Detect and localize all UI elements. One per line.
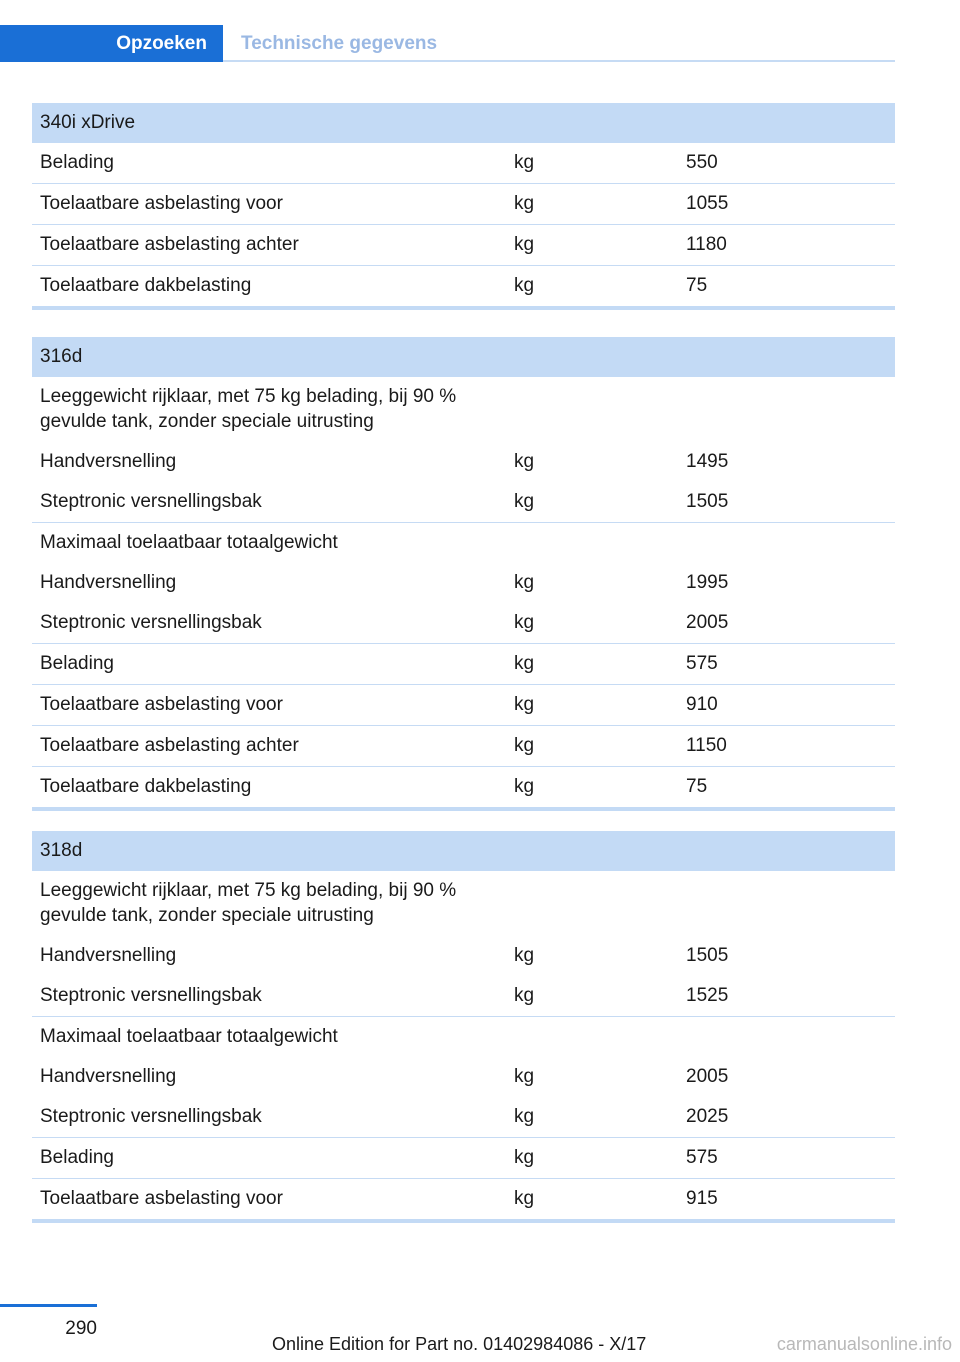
row-value: 1505: [686, 945, 729, 966]
row-label: Steptronic versnellingsbak: [40, 985, 262, 1006]
row-value: 915: [686, 1188, 718, 1209]
row-unit: kg: [514, 735, 535, 756]
row-unit: kg: [514, 451, 535, 472]
row-label: Handversnelling: [40, 451, 177, 472]
table-row: [32, 377, 895, 442]
table-row: [32, 871, 895, 936]
row-unit: kg: [514, 234, 535, 255]
table-row: [32, 266, 895, 306]
tab-technische-gegevens[interactable]: Technische gegevens: [241, 32, 438, 54]
row-label: Steptronic versnellingsbak: [40, 1106, 262, 1127]
row-value: [678, 384, 895, 434]
row-label: Leeggewicht rijklaar, met 75 kg belading, bij 90 % gevulde tank, zonder speciale uitrusting: [40, 386, 457, 432]
spec-table: [32, 337, 895, 811]
table-row: [32, 225, 895, 266]
row-value: 1180: [686, 234, 727, 255]
table-row: [32, 563, 895, 603]
table-row: [32, 1057, 895, 1097]
table-row: [32, 976, 895, 1017]
row-unit: kg: [514, 152, 535, 173]
row-value: 2025: [686, 1106, 729, 1127]
row-label: Toelaatbare asbelasting voor: [40, 694, 283, 715]
row-label: Maximaal toelaatbaar totaalgewicht: [40, 1026, 338, 1047]
row-label: Toelaatbare asbelasting achter: [40, 735, 299, 756]
table-row: [32, 1017, 895, 1057]
row-value: 550: [686, 152, 718, 173]
row-value: 2005: [686, 1066, 729, 1087]
row-unit: kg: [514, 1066, 535, 1087]
row-unit: kg: [514, 491, 535, 512]
table-bottom-rule: [32, 1219, 895, 1223]
page-number-rule: [0, 1304, 97, 1307]
row-value: 575: [686, 653, 718, 674]
row-value: [678, 1024, 895, 1049]
row-label: Handversnelling: [40, 572, 177, 593]
table-row: [32, 143, 895, 184]
table-row: [32, 482, 895, 523]
row-unit: [506, 384, 678, 434]
row-label: Toelaatbare asbelasting achter: [40, 234, 299, 255]
table-row: [32, 184, 895, 225]
row-label: Leeggewicht rijklaar, met 75 kg belading, bij 90 % gevulde tank, zonder speciale uitrusting: [40, 880, 457, 926]
row-unit: kg: [514, 1147, 535, 1168]
table-row: [32, 442, 895, 482]
row-value: 75: [686, 776, 708, 797]
row-label: Handversnelling: [40, 1066, 177, 1087]
row-value: [678, 530, 895, 555]
row-label: Belading: [40, 653, 114, 674]
row-label: Toelaatbare dakbelasting: [40, 776, 252, 797]
row-unit: kg: [514, 1188, 535, 1209]
tab-opzoeken[interactable]: Opzoeken: [0, 25, 223, 62]
row-label: Toelaatbare asbelasting voor: [40, 193, 283, 214]
watermark: carmanualsonline.info: [776, 1334, 952, 1354]
table-title: 318d: [32, 831, 895, 871]
row-label: Steptronic versnellingsbak: [40, 612, 262, 633]
row-unit: [506, 530, 678, 555]
header-rule: [223, 60, 895, 62]
table-row: [32, 726, 895, 767]
table-row: [32, 644, 895, 685]
row-label: Belading: [40, 1147, 114, 1168]
table-row: [32, 936, 895, 976]
table-row: [32, 1138, 895, 1179]
row-unit: kg: [514, 694, 535, 715]
row-unit: kg: [514, 193, 535, 214]
row-value: 1505: [686, 491, 729, 512]
row-value: [678, 878, 895, 928]
row-unit: kg: [514, 985, 535, 1006]
spec-table: [32, 103, 895, 310]
row-label: Handversnelling: [40, 945, 177, 966]
table-row: [32, 1179, 895, 1219]
page-header: [0, 25, 895, 62]
row-label: Belading: [40, 152, 114, 173]
table-bottom-rule: [32, 807, 895, 811]
edition-text: Online Edition for Part no. 01402984086 - X/17: [272, 1334, 647, 1354]
row-label: Toelaatbare dakbelasting: [40, 275, 252, 296]
row-label: Toelaatbare asbelasting voor: [40, 1188, 283, 1209]
table-title: 340i xDrive: [32, 103, 895, 143]
row-unit: kg: [514, 572, 535, 593]
table-row: [32, 1097, 895, 1138]
row-unit: [506, 1024, 678, 1049]
row-unit: kg: [514, 275, 535, 296]
row-label: Maximaal toelaatbaar totaalgewicht: [40, 532, 338, 553]
row-value: 910: [686, 694, 718, 715]
row-unit: [506, 878, 678, 928]
page-number: 290: [65, 1318, 97, 1339]
table-row: [32, 685, 895, 726]
row-unit: kg: [514, 776, 535, 797]
row-unit: kg: [514, 1106, 535, 1127]
row-unit: kg: [514, 653, 535, 674]
row-value: 1995: [686, 572, 729, 593]
row-value: 1150: [686, 735, 727, 756]
row-value: 75: [686, 275, 708, 296]
row-value: 575: [686, 1147, 718, 1168]
row-label: Steptronic versnellingsbak: [40, 491, 262, 512]
row-value: 1495: [686, 451, 729, 472]
row-value: 1055: [686, 193, 729, 214]
table-title: 316d: [32, 337, 895, 377]
table-row: [32, 767, 895, 807]
table-bottom-rule: [32, 306, 895, 310]
row-unit: kg: [514, 945, 535, 966]
row-unit: kg: [514, 612, 535, 633]
row-value: 2005: [686, 612, 729, 633]
row-value: 1525: [686, 985, 729, 1006]
table-row: [32, 603, 895, 644]
table-row: [32, 523, 895, 563]
spec-table: [32, 831, 895, 1223]
